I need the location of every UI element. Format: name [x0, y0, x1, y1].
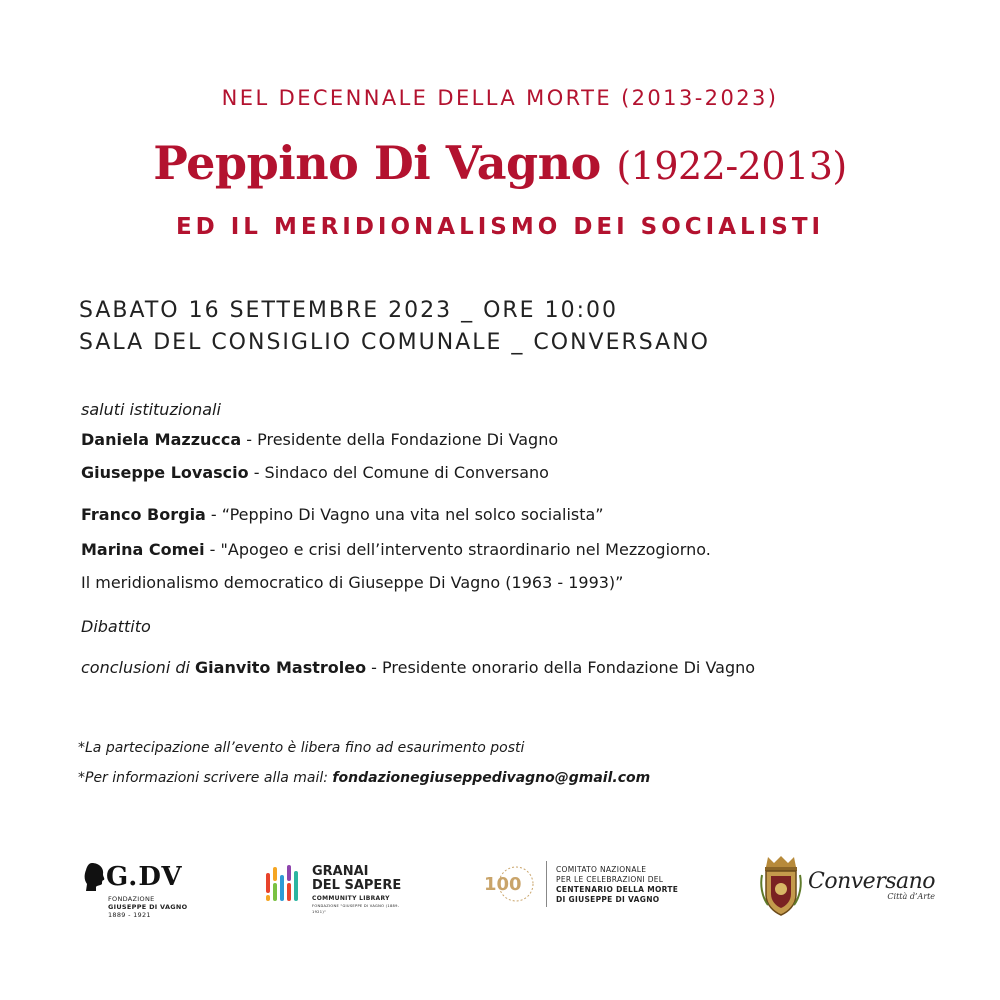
speaker-lovascio	[81, 463, 549, 482]
speaker-name: Gianvito Mastroleo	[195, 658, 367, 677]
logo-fondazione-gdv: G.DV FONDAZIONE GIUSEPPE DI VAGNO 1889 - 1921	[84, 855, 204, 930]
event-place: SALA DEL CONSIGLIO COMUNALE _ CONVERSANO	[79, 330, 710, 355]
divider	[546, 861, 547, 907]
title-name: Peppino Di Vagno	[153, 136, 601, 190]
contact-email[interactable]: fondazionegiuseppedivagno@gmail.com	[332, 770, 651, 786]
note-participation: *La partecipazione all’evento è libera fino ad esaurimento posti	[78, 740, 525, 756]
speaker-name: Marina Comei	[81, 540, 205, 559]
event-subtitle: ED IL MERIDIONALISMO DEI SOCIALISTI	[175, 214, 825, 240]
speaker-role: - Sindaco del Comune di Conversano	[248, 463, 549, 482]
coat-of-arms-icon	[760, 855, 802, 917]
centenario-badge: 100	[478, 863, 538, 903]
note-info: *Per informazioni scrivere alla mail: fondazionegiuseppedivagno@gmail.com	[78, 770, 651, 786]
speaker-comei	[81, 540, 711, 559]
logo-granai-del-sapere: GRANAI DEL SAPERE COMMUNITY LIBRARY FONDAZIONE "GIUSEPPE DI VAGNO (1889-1921)"	[266, 855, 406, 930]
speaker-mazzucca	[81, 430, 558, 449]
event-details	[79, 295, 710, 359]
speaker-role: - Presidente della Fondazione Di Vagno	[241, 430, 559, 449]
conversano-name: Conversano	[808, 869, 936, 894]
speaker-comei-line2: Il meridionalismo democratico di Giuseppe Di Vagno (1963 - 1993)”	[81, 573, 624, 592]
conclusioni-label: conclusioni di	[81, 658, 196, 677]
speaker-name: Franco Borgia	[81, 505, 206, 524]
event-kicker: NEL DECENNALE DELLA MORTE (2013-2023)	[221, 86, 779, 110]
speaker-talk: - "Apogeo e crisi dell’intervento straordinario nel Mezzogiorno.	[204, 540, 711, 559]
colored-bars-icon	[266, 865, 306, 905]
dibattito-label: Dibattito	[81, 617, 151, 636]
conversano-sub: Città d’Arte	[887, 892, 936, 901]
logo-conversano	[760, 855, 936, 930]
saluti-label: saluti istituzionali	[81, 400, 221, 419]
speaker-borgia	[81, 505, 604, 524]
event-date: SABATO 16 SETTEMBRE 2023 _ ORE 10:00	[79, 298, 618, 323]
title-years: (1922-2013)	[616, 144, 847, 188]
event-title	[0, 136, 1000, 190]
speaker-name: Daniela Mazzucca	[81, 430, 242, 449]
conclusioni	[81, 658, 755, 677]
profile-silhouette-icon	[84, 863, 106, 891]
gdv-mark: G.DV	[106, 862, 183, 892]
speaker-name: Giuseppe Lovascio	[81, 463, 249, 482]
logo-comitato-centenario: 100 COMITATO NAZIONALE PER LE CELEBRAZIONI DEL CENTENARIO DELLA MORTE DI GIUSEPPE DI VAGNO	[478, 855, 708, 930]
speaker-role: - Presidente onorario della Fondazione Di Vagno	[366, 658, 756, 677]
speaker-talk: - “Peppino Di Vagno una vita nel solco socialista”	[205, 505, 604, 524]
